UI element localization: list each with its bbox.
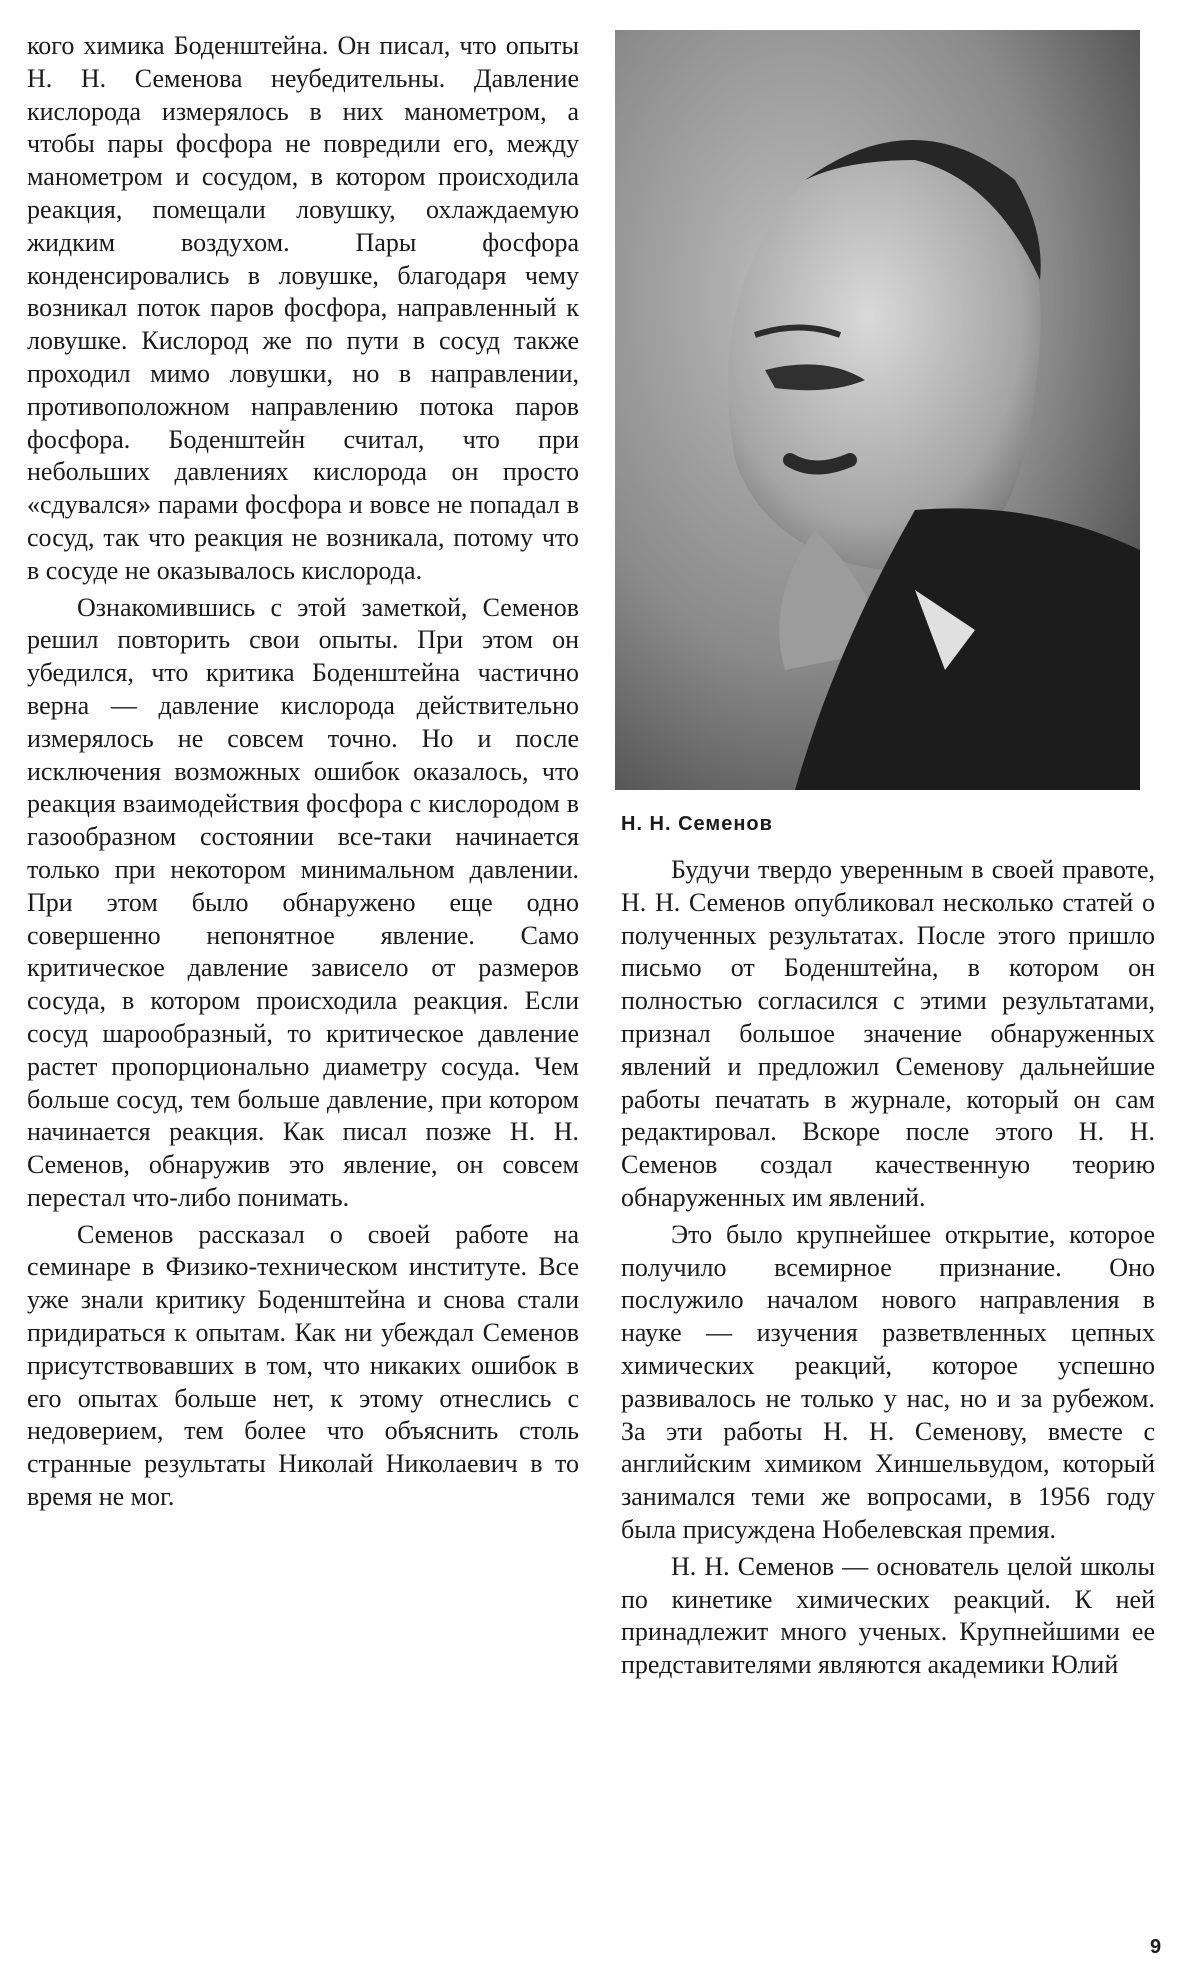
paragraph-repeat-experiments: Ознакомившись с этой заметкой, Семенов решил повторить свои опыты. При этом он убедился, что критика Боденштейна частично верна — давление кислорода действительно измерялось не совсем точно. Но и после исключения возможных ошибок оказалось, что реакция взаимодействия фосфора с кислородом в газообразном состоянии все-таки начинается только при некотором минимальном давлении. При этом было обнаружено еще одно совершенно непонятное явление. Само критическое давление зависело от размеров сосуда, в котором происходила реакция. Если сосуд шарообразный, то критическое давление растет пропорционально диаметру сосуда. Чем больше сосуд, тем больше давление, при котором начинается реакция. Как писал позже Н. Н. Семенов, обнаружив это явление, он совсем перестал что-либо понимать.: [27, 592, 579, 1212]
right-column: [615, 30, 1155, 1682]
portrait-illustration: [615, 30, 1140, 790]
paragraph-publications: Будучи твердо уверенным в своей правоте, Н. Н. Семенов опубликовал несколько статей о полученных результатах. После этого пришло письмо от Боденштейна, в котором он полностью согласился с этими результатами, признал большое значение обнаруженных явлений и предложил Семенову дальнейшие работы печатать в журнале, который он сам редактировал. Вскоре после этого Н. Н. Семенов создал качественную теорию обнаруженных им явлений.: [621, 855, 1155, 1212]
portrait-photo: [615, 30, 1140, 790]
paragraph-discovery: Это было крупнейшее открытие, которое получило всемирное признание. Оно послужило началом нового направления в науке — изучения разветвленных цепных химических реакций, которое успешно развивалось не только у нас, но и за рубежом. За эти работы Н. Н. Семенову, вместе с английским химиком Хиншельвудом, который занимался теми же вопросами, в 1956 году была присуждена Нобелевская премия.: [621, 1219, 1155, 1544]
photo-caption: Н. Н. Семенов: [621, 813, 773, 835]
page-number: 9: [1150, 1936, 1162, 1958]
paragraph-bodenstein-critique: кого химика Боденштейна. Он писал, что опыты Н. Н. Семенова неубедительны. Давление кислорода измерялось в них манометром, а чтобы пары фосфора не повредили его, между манометром и сосудом, в котором происходила реакция, помещали ловушку, охлаждаемую жидким воздухом. Пары фосфора конденсировались в ловушке, благодаря чему возникал поток паров фосфора, направленный к ловушке. Кислород же по пути в сосуд также проходил мимо ловушки, но в направлении, противоположном направлению потока паров фосфора. Боденштейн считал, что при небольших давлениях кислорода он просто «сдувался» парами фосфора и вовсе не попадал в сосуд, так что реакция не возникала, потому что в сосуде не оказывалось кислорода.: [27, 31, 579, 585]
paragraph-seminar: Семенов рассказал о своей работе на семинаре в Физико-техническом институте. Все уже знали критику Боденштейна и снова стали придираться к опытам. Как ни убеждал Семенов присутствовавших в том, что никаких ошибок в его опытах больше нет, к этому отнеслись с недоверием, тем более что объяснить столь странные результаты Николай Николаевич в то время не мог.: [27, 1219, 579, 1512]
paragraph-school: Н. Н. Семенов — основатель целой школы по кинетике химических реакций. К ней принадлежит много ученых. Крупнейшими ее представителями являются академики Юлий: [621, 1551, 1155, 1680]
left-column: [27, 30, 579, 1514]
